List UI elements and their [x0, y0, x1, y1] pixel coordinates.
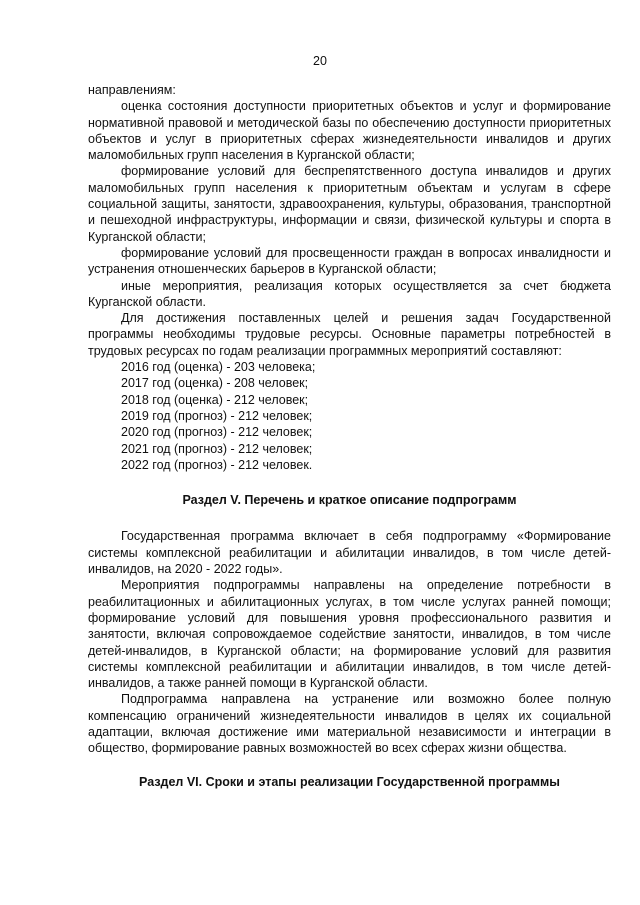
document-body [88, 82, 611, 790]
year-item: 2021 год (прогноз) - 212 человек; [121, 441, 313, 456]
year-item: 2020 год (прогноз) - 212 человек; [121, 425, 313, 440]
intro-item: формирование условий для беспрепятственного доступа инвалидов и других маломобильных групп населения к приоритетным объектам и услугам в сфере социальной защиты, занятости, здравоохранения, культуры, образования, транспортной и пешеходной инфраструктуры, информации и связи, физической культуры и спорта в Курганской области; [88, 164, 611, 244]
intro-item: формирование условий для просвещенности граждан в вопросах инвалидности и устранения отношенческих барьеров в Курганской области; [88, 245, 611, 277]
page-number: 20 [313, 54, 327, 68]
section-6-title: Раздел VI. Сроки и этапы реализации Государственной программы [139, 774, 560, 789]
section-5-paragraph: Подпрограмма направлена на устранение или возможно более полную компенсацию ограничений жизнедеятельности инвалидов в целях их социальной адаптации, включая достижение ими материальной независимости и интеграции в общество, формирование равных возможностей во всех сферах жизни общества. [88, 692, 611, 756]
year-item: 2018 год (оценка) - 212 человек; [121, 392, 309, 407]
intro-lead: направлениям: [88, 83, 176, 97]
year-item: 2017 год (оценка) - 208 человек; [121, 376, 309, 391]
resources-year-list [88, 359, 611, 473]
resources-paragraph: Для достижения поставленных целей и решения задач Государственной программы необходимы трудовые ресурсы. Основные параметры потребностей в трудовых ресурсах по годам реализации программных мероприятий составляют: [88, 311, 611, 358]
intro-item: иные мероприятия, реализация которых осуществляется за счет бюджета Курганской области. [88, 278, 611, 309]
intro-item: оценка состояния доступности приоритетных объектов и услуг и формирование нормативной правовой и методической базы по обеспечению доступности приоритетных объектов и услуг в приоритетных сферах жизнедеятельности инвалидов и других маломобильных групп населения в Курганской области; [88, 99, 611, 163]
year-item: 2016 год (оценка) - 203 человека; [121, 360, 316, 375]
year-item: 2022 год (прогноз) - 212 человек. [121, 457, 313, 472]
section-5-title: Раздел V. Перечень и краткое описание подпрограмм [182, 493, 517, 508]
section-5-paragraph: Мероприятия подпрограммы направлены на определение потребности в реабилитационных и абилитационных услугах, в том числе услугах ранней помощи; формирование условий для повышения уровня профессионального развития и занятости, включая сопровождаемое содействие занятости, инвалидов, в том числе детей-инвалидов, в Курганской области; на формирование условий для развития системы комплексной реабилитации и абилитации инвалидов, в том числе детей-инвалидов, а также ранней помощи в Курганской области. [88, 578, 611, 691]
section-5-paragraph: Государственная программа включает в себя подпрограмму «Формирование системы комплексной реабилитации и абилитации инвалидов, в том числе детей-инвалидов, на 2020 - 2022 годы». [88, 529, 611, 577]
year-item: 2019 год (прогноз) - 212 человек; [121, 408, 313, 423]
